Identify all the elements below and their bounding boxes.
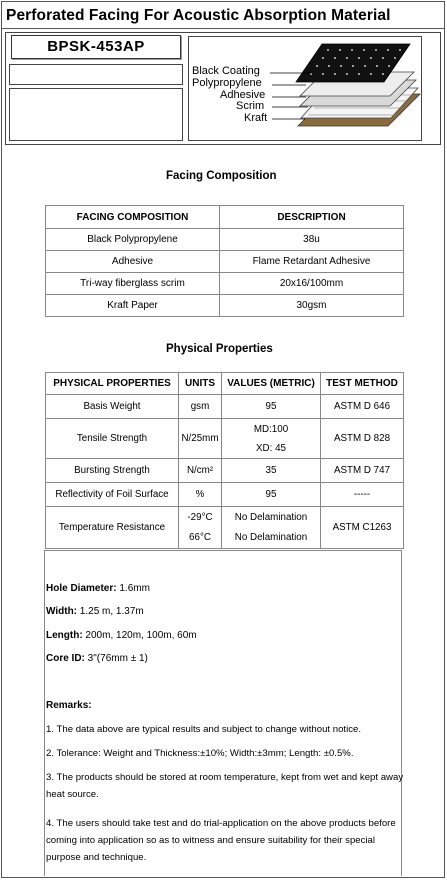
facing-header-description: DESCRIPTION	[220, 206, 404, 229]
physical-header-values: VALUES (METRIC)	[222, 373, 321, 395]
temp-low-result: No Delamination	[234, 511, 308, 523]
page-title: Perforated Facing For Acoustic Absorption Material	[6, 7, 391, 24]
physical-cell: Bursting Strength	[46, 459, 179, 483]
remark-item: 1. The data above are typical results and subject to change without notice.	[46, 724, 362, 735]
physical-cell: %	[179, 483, 222, 507]
width-line	[46, 606, 144, 617]
physical-cell: ASTM C1263	[321, 507, 404, 549]
physical-header-units: UNITS	[179, 373, 222, 395]
width-value: 1.25 m, 1.37m	[77, 606, 144, 617]
title-divider	[1, 28, 445, 29]
layer-label-black-coating: Black Coating	[192, 65, 260, 77]
remarks-heading	[46, 700, 92, 711]
layer-label-polypropylene: Polypropylene	[192, 77, 262, 89]
facing-cell: 38u	[220, 229, 404, 251]
physical-header-method: TEST METHOD	[321, 373, 404, 395]
facing-cell: Tri-way fiberglass scrim	[46, 273, 220, 295]
tensile-xd-value: XD: 45	[256, 442, 286, 454]
core-id-value: 3"(76mm ± 1)	[84, 653, 148, 664]
physical-cell: N/25mm	[179, 419, 222, 459]
layer-label-adhesive: Adhesive	[220, 89, 266, 101]
physical-cell: Basis Weight	[46, 395, 179, 419]
model-number: BPSK-453AP	[11, 35, 181, 59]
hole-diameter-line	[46, 583, 150, 594]
remark-item: 4. The users should take test and do trial-application on the above products before coming into application so as to witness and ensure suitability for their special purpose and technique.	[46, 818, 396, 863]
physical-cell: ASTM D 646	[321, 395, 404, 419]
temp-high-value: 66°C	[189, 531, 211, 543]
blank-field-2	[9, 88, 183, 141]
physical-cell	[222, 419, 321, 459]
physical-header-property: PHYSICAL PROPERTIES	[46, 373, 179, 395]
facing-cell: Black Polypropylene	[46, 229, 220, 251]
physical-cell: -----	[321, 483, 404, 507]
facing-cell: Kraft Paper	[46, 295, 220, 317]
temp-low-value: -29°C	[187, 511, 213, 523]
facing-header-composition: FACING COMPOSITION	[46, 206, 220, 229]
physical-properties-title: Physical Properties	[166, 343, 273, 355]
physical-cell: Tensile Strength	[46, 419, 179, 459]
physical-cell: N/cm²	[179, 459, 222, 483]
physical-cell: Reflectivity of Foil Surface	[46, 483, 179, 507]
physical-cell: gsm	[179, 395, 222, 419]
remark-item: 3. The products should be stored at room temperature, kept from wet and kept away heat source.	[46, 772, 404, 800]
length-label: Length:	[46, 630, 83, 641]
tensile-md-value: MD:100	[253, 423, 289, 435]
physical-cell	[179, 507, 222, 549]
physical-properties-table	[45, 372, 404, 549]
hole-diameter-label: Hole Diameter:	[46, 583, 117, 594]
length-line	[46, 630, 197, 641]
facing-cell: 30gsm	[220, 295, 404, 317]
physical-cell: 95	[222, 483, 321, 507]
core-id-label: Core ID:	[46, 653, 85, 664]
core-id-line	[46, 653, 148, 664]
width-label: Width:	[46, 606, 78, 617]
blank-field-1	[9, 64, 183, 85]
layer-label-kraft: Kraft	[244, 112, 268, 124]
remarks-label: Remarks:	[46, 700, 92, 711]
facing-cell: Adhesive	[46, 251, 220, 273]
physical-cell: ASTM D 747	[321, 459, 404, 483]
layer-label-scrim: Scrim	[236, 100, 265, 112]
facing-composition-title: Facing Composition	[166, 170, 277, 182]
physical-cell	[222, 507, 321, 549]
physical-cell: ASTM D 828	[321, 419, 404, 459]
temp-high-result: No Delamination	[234, 531, 308, 543]
hole-diameter-value: 1.6mm	[116, 583, 150, 594]
physical-cell: Temperature Resistance	[46, 507, 179, 549]
facing-cell: 20x16/100mm	[220, 273, 404, 295]
physical-cell: 35	[222, 459, 321, 483]
remark-item: 2. Tolerance: Weight and Thickness:±10%; Width:±3mm; Length: ±0.5%.	[46, 748, 354, 759]
facing-composition-table	[45, 205, 404, 317]
physical-cell: 95	[222, 395, 321, 419]
length-value: 200m, 120m, 100m, 60m	[82, 630, 197, 641]
facing-cell: Flame Retardant Adhesive	[220, 251, 404, 273]
